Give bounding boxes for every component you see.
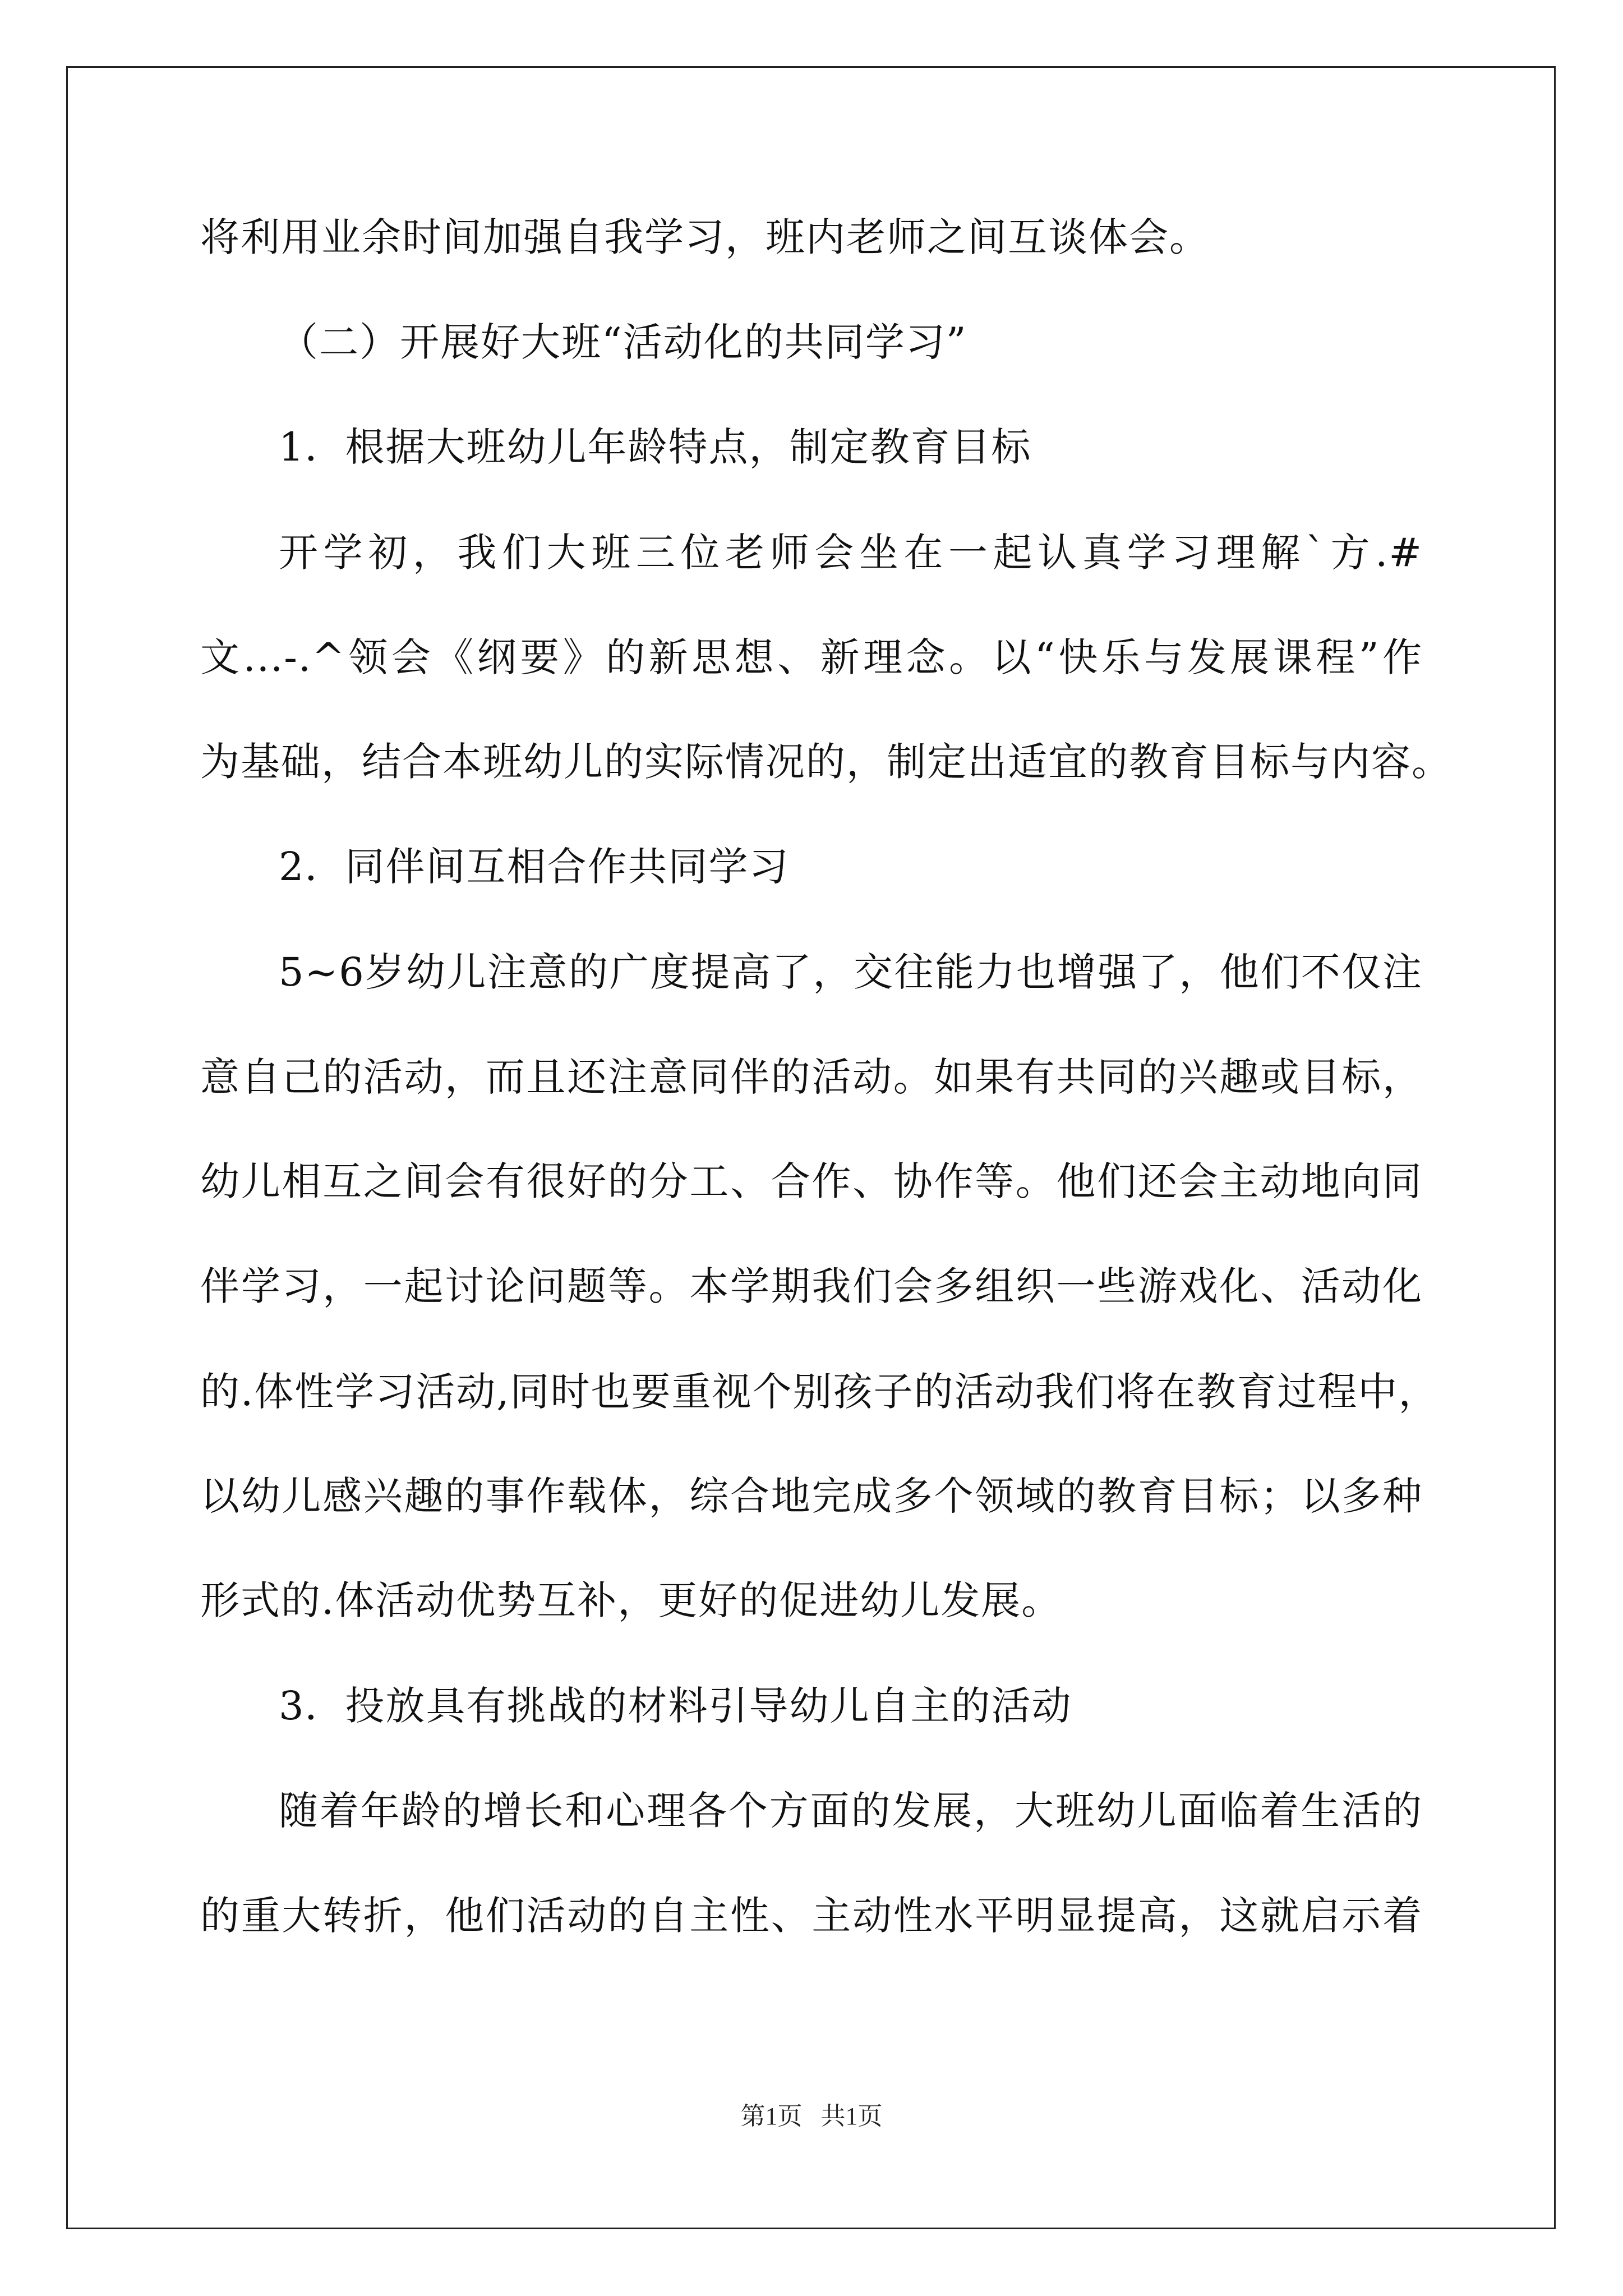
paragraph-line-6: 为基础，结合本班幼儿的实际情况的，制定出适宜的教育目标与内容。 xyxy=(200,739,1452,785)
paragraph-line-17: 的重大转折，他们活动的自主性、主动性水平明显提高，这就启示着 xyxy=(200,1893,1423,1939)
paragraph-line-13: 以幼儿感兴趣的事作载体，综合地完成多个领域的教育目标；以多种 xyxy=(200,1473,1423,1519)
paragraph-line-12: 的.体性学习活动,同时也要重视个别孩子的活动我们将在教育过程中， xyxy=(200,1369,1439,1415)
paragraph-line-14: 形式的.体活动优势互补，更好的促进幼儿发展。 xyxy=(200,1577,1062,1623)
paragraph-line-4: 开学初，我们大班三位老师会坐在一起认真学习理解`方.# xyxy=(279,530,1423,576)
paragraph-line-1: 将利用业余时间加强自我学习，班内老师之间互谈体会。 xyxy=(200,214,1210,260)
section-heading-2: （二）开展好大班“活动化的共同学习” xyxy=(279,319,967,365)
subheading-3: 3．投放具有挑战的材料引导幼儿自主的活动 xyxy=(279,1683,1072,1729)
paragraph-line-11: 伴学习，一起讨论问题等。本学期我们会多组织一些游戏化、活动化 xyxy=(200,1263,1423,1309)
paragraph-line-5: 文...-.^领会《纲要》的新思想、新理念。以“快乐与发展课程”作 xyxy=(200,634,1423,680)
paragraph-line-10: 幼儿相互之间会有很好的分工、合作、协作等。他们还会主动地向同 xyxy=(200,1158,1423,1204)
page-number-footer: 第1页 共1页 xyxy=(740,2102,883,2130)
subheading-1: 1．根据大班幼儿年龄特点，制定教育目标 xyxy=(279,424,1032,470)
paragraph-line-8: 5~6岁幼儿注意的广度提高了，交往能力也增强了，他们不仅注 xyxy=(279,949,1423,995)
paragraph-line-16: 随着年龄的增长和心理各个方面的发展，大班幼儿面临着生活的 xyxy=(279,1788,1423,1834)
subheading-2: 2．同伴间互相合作共同学习 xyxy=(279,844,790,890)
paragraph-line-9: 意自己的活动，而且还注意同伴的活动。如果有共同的兴趣或目标， xyxy=(200,1054,1423,1100)
